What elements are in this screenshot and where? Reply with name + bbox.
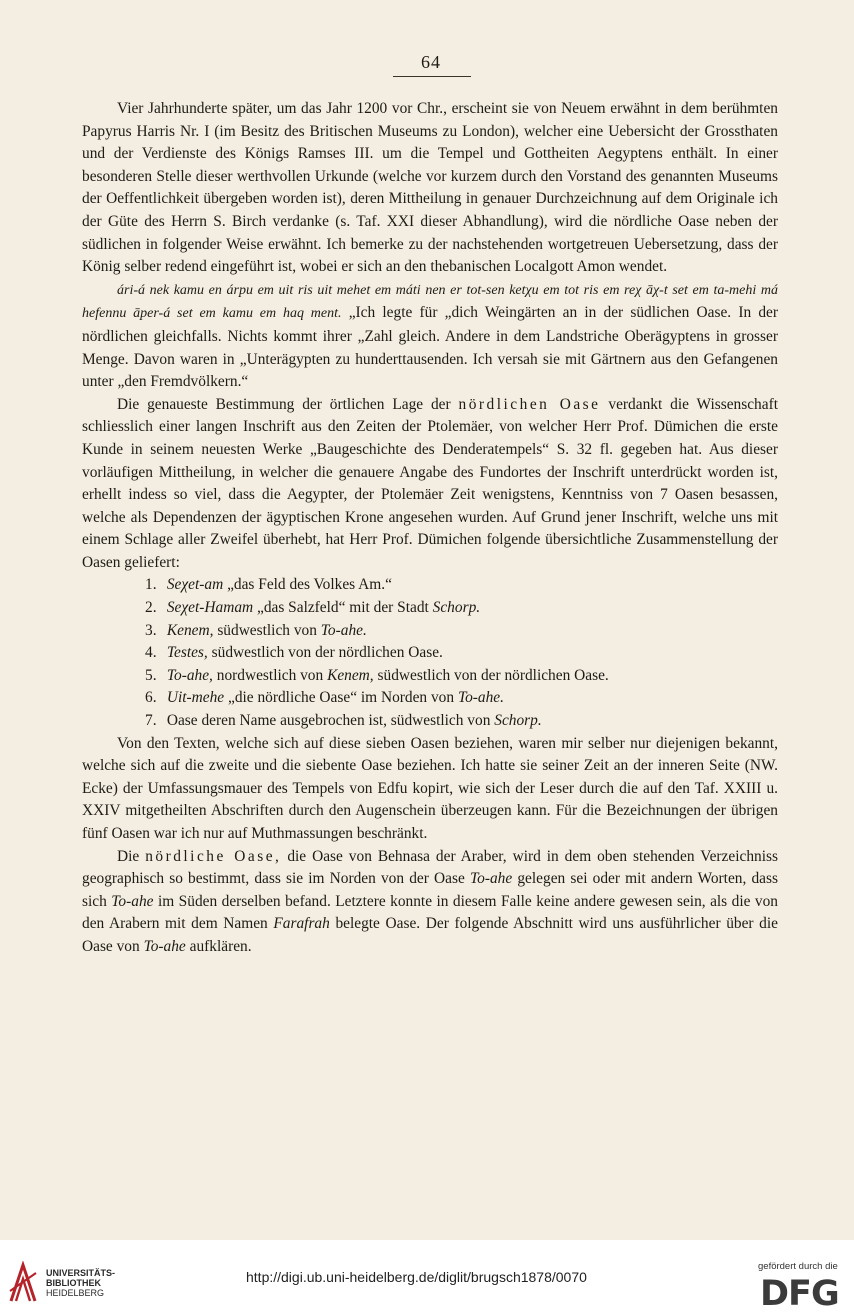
translation-text: „Ich legte für „dich Weingärten an in der südlichen Oase. In der nördlichen gleichfalls. Nichts kommt ihrer „Zahl gleich. Andere in dem Landstriche Oberägyptens in grosser Menge. Davon waren in „Unterägypten zu hunderttausenden. Ich versah sie mit Gärtnern aus den Gefangenen unter „den Fremdvölkern.“ bbox=[82, 304, 778, 391]
transliteration: ári-á nek kamu en árpu em uit ris uit mehet em máti nen er tot-sen ketχu em tot ris em reχ āχ-t set em ta-mehi má hefennu āper-á set em kamu em haq ment. bbox=[82, 282, 778, 322]
list-item: 7. Oase deren Name ausgebrochen ist, südwestlich von Schorp. bbox=[145, 712, 542, 730]
footer-bar bbox=[0, 1240, 854, 1315]
paragraph-northern-oasis: Die genaueste Bestimmung der örtlichen Lage der nördlichen Oase verdankt die Wissenschaft schliesslich einer langen Inschrift aus den Zeiten der Ptolemäer, von welcher Herr Prof. Dümichen die erste Kunde in seinem neuesten Werke „Baugeschichte des Denderatempels“ S. 32 fl. gegeben hat. Aus dieser vorläufigen Mittheilung, in welcher die genauere Angabe des Fundortes der Inschrift unterdrückt worden ist, erhellt indess so viel, dass die Aegypter, der Ptolemäer Zeit wenigstens, Kenntniss von 7 Oasen besassen, welche als Dependenzen der ägyptischen Krone angesehen wurden. Auf Grund jener Inschrift, welche uns mit einem Schlage aller Zweifel überhebt, hat Herr Prof. Dümichen folgende übersichtliche Zusammenstellung der Oasen geliefert: bbox=[82, 395, 778, 571]
university-library-logo-icon bbox=[8, 1261, 38, 1303]
list-item: 3. Kenem, südwestlich von To-ahe. bbox=[145, 621, 367, 639]
list-item: 6. Uit-mehe „die nördliche Oase“ im Norden von To-ahe. bbox=[145, 689, 504, 707]
page-number-rule bbox=[393, 76, 471, 77]
emphasis-northern-oasis-2: nördliche Oase, bbox=[145, 847, 282, 865]
source-url-link[interactable]: http://digi.ub.uni-heidelberg.de/diglit/brugsch1878/0070 bbox=[246, 1269, 587, 1285]
paragraph-texts: Von den Texten, welche sich auf diese sieben Oasen beziehen, waren mir selber nur diejenigen bekannt, welche sich auf die zweite und die siebente Oase beziehen. Ich hatte sie seiner Zeit an der inneren Seite (NW. Ecke) der Umfassungsmauer des Tempels von Edfu kopirt, wie sich der Leser durch die auf den Taf. XXIII u. XXIV mitgetheilten Abschriften durch den Augenschein überzeugen kann. Für die Bezeichnungen der übrigen fünf Oasen war ich nur auf Muthmassungen beschränkt. bbox=[82, 734, 778, 842]
oases-list bbox=[82, 574, 778, 732]
paragraph-papyrus-harris: Vier Jahrhunderte später, um das Jahr 1200 vor Chr., erscheint sie von Neuem erwähnt in dem berühmten Papyrus Harris Nr. I (im Besitz des Britischen Museums zu London), welcher eine Uebersicht der Grossthaten und der Verdienste des Königs Ramses III. um die Tempel und Gottheiten Aegyptens enthält. In einer besonderen Stelle dieser werthvollen Urkunde (welche vor kurzem durch den Vorstand des genannten Museums der Oeffentlichkeit übergeben worden ist), deren Mittheilung in genauer Durchzeichnung auf dem Originale ich der Güte des Herrn S. Birch verdanke (s. Taf. XXI dieser Abhandlung), wird die nördliche Oase neben der südlichen in folgender Weise erwähnt. Ich bemerke zu der nachstehenden wortgetreuen Uebersetzung, dass der König selber redend eingeführt ist, wobei er sich an den thebanischen Localgott Amon wendet. bbox=[82, 100, 778, 276]
list-item: 1. Seχet-am „das Feld des Volkes Am.“ bbox=[145, 576, 392, 594]
list-item: 2. Seχet-Hamam „das Salzfeld“ mit der Stadt Schorp. bbox=[145, 599, 481, 617]
list-item: 4. Testes, südwestlich von der nördlichen Oase. bbox=[145, 644, 443, 662]
paragraph-translation bbox=[82, 279, 778, 394]
body-text bbox=[82, 98, 778, 959]
emphasis-northern-oasis: nördlichen Oase bbox=[458, 395, 601, 413]
dfg-logo: DFG bbox=[760, 1274, 839, 1314]
library-name: UNIVERSITÄTS- BIBLIOTHEK HEIDELBERG bbox=[46, 1268, 116, 1298]
paragraph-behnasa: Die nördliche Oase, die Oase von Behnasa der Araber, wird in dem oben stehenden Verzeichniss geographisch so bestimmt, dass sie im Norden von der Oase To-ahe gelegen sei oder mit andern Worten, dass sich To-ahe im Süden derselben befand. Letztere konnte in diesem Falle keine andere gewesen sein, als die von den Arabern mit dem Namen Farafrah belegte Oase. Der folgende Abschnitt wird uns ausführlicher über die Oase von To-ahe aufklären. bbox=[82, 847, 778, 955]
funding-note: gefördert durch die bbox=[758, 1261, 838, 1272]
page-number: 64 bbox=[421, 52, 441, 72]
list-item: 5. To-ahe, nordwestlich von Kenem, südwestlich von der nördlichen Oase. bbox=[145, 666, 609, 684]
